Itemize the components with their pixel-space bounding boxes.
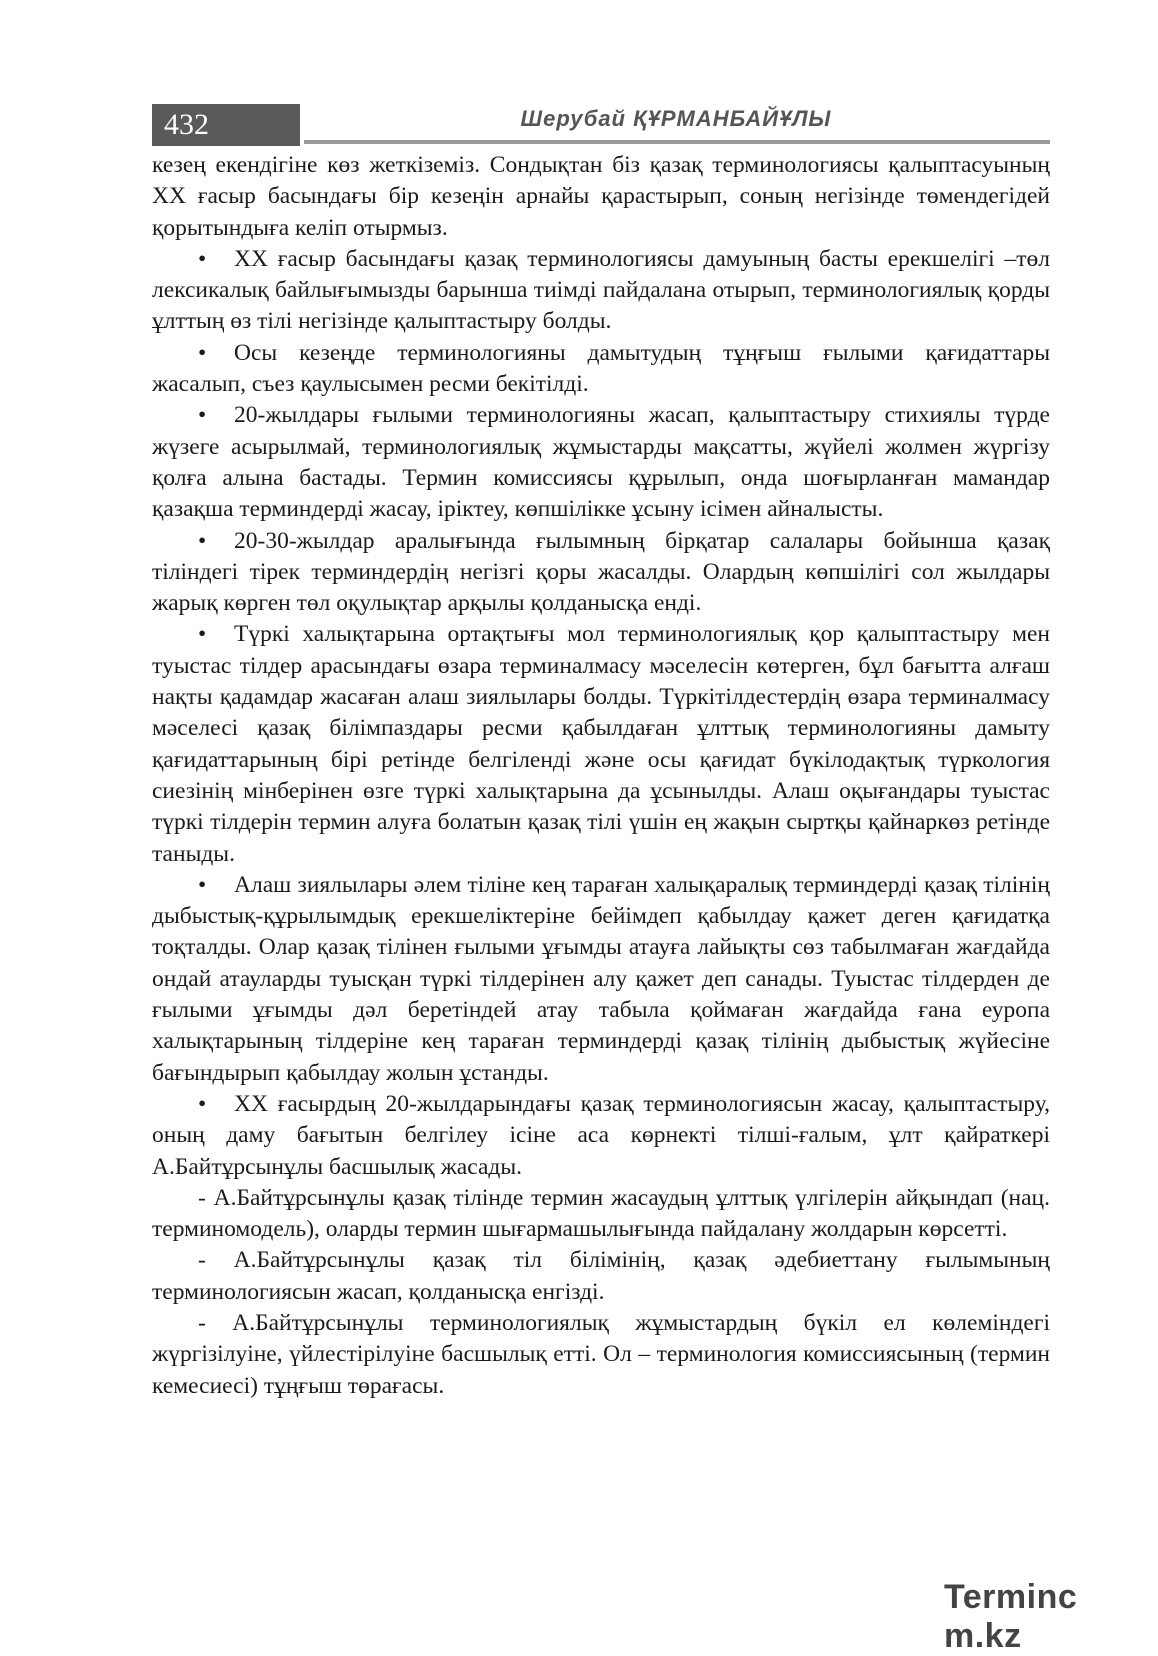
bullet-text: ХХ ғасыр басындағы қазақ терминологиясы дамуының басты ерекшелігі –төл лексикалық байлығымызды барынша тиімді пайдалана отырып, терминологиялық қорды ұлттың өз тілі негізінде қалыптастыру болды. [152,245,1050,335]
header-rule [304,140,1050,144]
bullet-paragraph [152,338,1050,401]
bullet-text: 20-30-жылдар аралығында ғылымның бірқатар салалары бойынша қазақ тіліндегі тірек терминдердің негізгі қоры жасалды. Олардың көпшілігі сол жылдары жарық көрген төл оқулықтар арқылы қолданысқа енді. [152,527,1050,617]
bullet-paragraph [152,526,1050,620]
dash-paragraph: - А.Байтұрсынұлы қазақ тілінде термин жасаудың ұлттық үлгілерін айқындап (нац. терминомодель), оларды термин шығармашылығында пайдалану жолдарын көрсетті. [152,1184,1050,1243]
bullet-text: 20-жылдары ғылыми терминологияны жасап, қалыптастыру стихиялы түрде жүзеге асырылмай, терминологиялық жұмыстарды мақсатты, жүйелі жолмен жүргізу қолға алына бастады. Термин комиссиясы құрылып, онда шоғырланған мамандар қазақша терминдерді жасау, іріктеу, көпшілікке ұсыну ісімен айналысты. [152,402,1050,523]
bullet-marker: • [198,1090,207,1117]
page-body [152,150,1050,1402]
bullet-paragraph [152,400,1050,525]
bullet-marker: • [198,871,207,898]
page-number: 432 [152,104,300,146]
bullet-marker: • [198,245,207,272]
bullet-text: Осы кезеңде терминологияны дамытудың тұңғыш ғылыми қағидаттары жасалып, съез қаулысымен ресми бекітілді. [152,339,1050,398]
page-header [152,104,1050,146]
bullet-marker: • [198,621,207,648]
bullet-paragraph [152,619,1050,869]
bullet-paragraph [152,1089,1050,1183]
bullet-marker: • [198,527,207,554]
bullet-text: Алаш зиялылары әлем тіліне кең тараған халықаралық терминдерді қазақ тілінің дыбыстық-құрылымдық ерекшеліктеріне бейімдеп қабылдау қажет деген қағидатқа тоқталды. Олар қазақ тілінен ғылыми ұғымды атауға лайықты сөз табылмаған жағдайда ондай атауларды туысқан түркі тілдерінен алу қажет деп санады. Туыстас тілдерден де ғылыми ұғымды дәл беретіндей атау табыла қоймаған жағдайда ғана еуропа халықтарының тілдеріне кең тараған терминдерді қазақ тілінің дыбыстық жүйесіне бағындырып қабылдау жолын ұстанды. [152,871,1050,1086]
bullet-marker: • [198,339,207,366]
running-header-author: Шерубай ҚҰРМАНБАЙҰЛЫ [520,106,832,131]
intro-paragraph: кезең екендігіне көз жеткіземіз. Сондықтан біз қазақ терминологиясы қалыптасуының ХХ ғасыр басындағы бір кезеңін арнайы қарастырып, соның негізінде төмендегідей қорытындыға келіп отырмыз. [152,152,1050,241]
bullet-text: Түркі халықтарына ортақтығы мол терминологиялық қор қалыптастыру мен туыстас тілдер арасындағы өзара терминалмасу мәселесін көтерген, бұл бағытта алғаш нақты қадамдар жасаған алаш зиялылары болды. Түркітілдестердің өзара терминалмасу мәселесі қазақ білімпаздары ресми қабылдаған ұлттық терминологияны дамыту қағидаттарының бірі ретінде белгіленді және осы қағидат бүкілодақтық түркология сиезінің мінберінен өзге түркі халықтарына да ұсынылды. Алаш оқығандары туыстас түркі тілдерін термин алуға болатын қазақ тілі үшін ең жақын сыртқы қайнаркөз ретінде таныды. [152,621,1050,867]
bullet-paragraph [152,244,1050,338]
site-watermark: Terminc m.kz [944,1578,1078,1655]
dash-paragraph: - А.Байтұрсынұлы терминологиялық жұмыстардың бүкіл ел көлеміндегі жүргізілуіне, үйлестірілуіне басшылық етті. Ол – терминология комиссиясының (термин кемесиесі) тұңғыш төрағасы. [152,1309,1050,1399]
bullet-marker: • [198,402,207,429]
bullet-text: ХХ ғасырдың 20-жылдарындағы қазақ терминологиясын жасау, қалыптастыру, оның даму бағытын белгілеу ісіне аса көрнекті тілші-ғалым, ұлт қайраткері А.Байтұрсынұлы басшылық жасады. [152,1090,1050,1180]
bullet-paragraph [152,870,1050,1089]
dash-paragraph: - А.Байтұрсынұлы қазақ тіл білімінің, қазақ әдебиеттану ғылымының терминологиясын жасап, қолданысқа енгізді. [152,1247,1050,1305]
